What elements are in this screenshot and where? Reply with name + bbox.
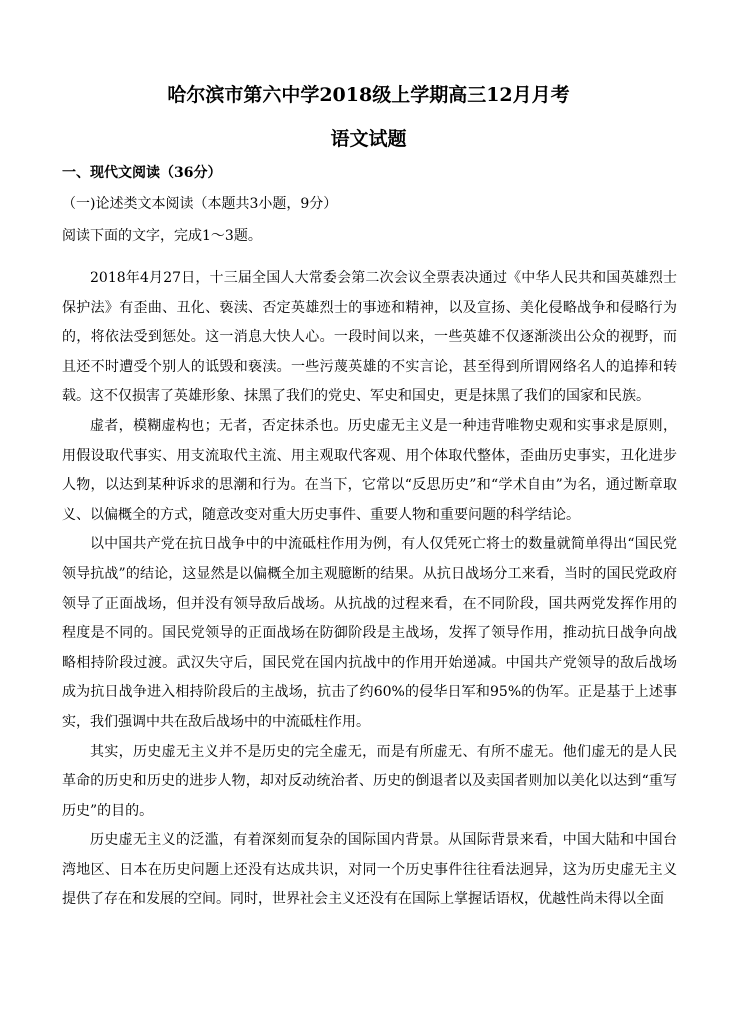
paragraph-2: 虚者，模糊虚构也；无者，否定抹杀也。历史虚无主义是一种违背唯物史观和实事求是原则，用假设取代事实、用支流取代主流、用主观取代客观、用个体取代整体，歪曲历史事实，丑化进步人物，以达到某种诉求的思潮和行为。在当下，它常以“反思历史”和“学术自由”为名，通过断章取义、以偏概全的方式，随意改变对重大历史事件、重要人物和重要问题的科学结论。 (62, 417, 677, 523)
paragraph-5: 历史虚无主义的泛滥，有着深刻而复杂的国际国内背景。从国际背景来看，中国大陆和中国台湾地区、日本在历史问题上还没有达成共识，对同一个历史事件往往看法迥异，这为历史虚无主义提供了存在和发展的空间。同时，世界社会主义还没有在国际上掌握话语权，优越性尚未得以全面 (62, 832, 677, 908)
reading-instruction: 阅读下面的文字，完成1～3题。 (62, 228, 262, 244)
document-subtitle: 语文试题 (330, 128, 407, 150)
subsection-heading: （一)论述类文本阅读（本题共3小题，9分） (62, 196, 338, 212)
paragraph-4: 其实，历史虚无主义并不是历史的完全虚无，而是有所虚无、有所不虚无。他们虚无的是人民革命的历史和历史的进步人物，却对反动统治者、历史的倒退者以及卖国者则加以美化以达到“重写历史”的目的。 (62, 743, 677, 819)
article-body (62, 264, 677, 915)
paragraph-3: 以中国共产党在抗日战争中的中流砥柱作用为例，有人仅凭死亡将士的数量就简单得出“国民党领导抗战”的结论，这显然是以偏概全加主观臆断的结果。从抗日战场分工来看，当时的国民党政府领导了正面战场，但并没有领导敌后战场。从抗战的过程来看，在不同阶段，国共两党发挥作用的程度是不同的。国民党领导的正面战场在防御阶段是主战场，发挥了领导作用，推动抗日战争向战略相持阶段过渡。武汉失守后，国民党在国内抗战中的作用开始递减。中国共产党领导的敌后战场成为抗日战争进入相持阶段后的主战场，抗击了约60%的侵华日军和95%的伪军。正是基于上述事实，我们强调中共在敌后战场中的中流砥柱作用。 (62, 536, 677, 730)
paragraph-1: 2018年4月27日，十三届全国人大常委会第二次会议全票表决通过《中华人民共和国英雄烈士保护法》有歪曲、丑化、亵渎、否定英雄烈士的事迹和精神，以及宣扬、美化侵略战争和侵略行为的，将依法受到惩处。这一消息大快人心。一段时间以来，一些英雄不仅逐渐淡出公众的视野，而且还不时遭受个别人的诋毁和亵渎。一些污蔑英雄的不实言论，甚至得到所谓网络名人的追捧和转载。这不仅损害了英雄形象、抹黑了我们的党史、军史和国史，更是抹黑了我们的国家和民族。 (62, 270, 677, 405)
section-heading: 一、现代文阅读（36分） (62, 165, 222, 181)
document-title: 哈尔滨市第六中学2018级上学期高三12月月考 (167, 84, 570, 106)
